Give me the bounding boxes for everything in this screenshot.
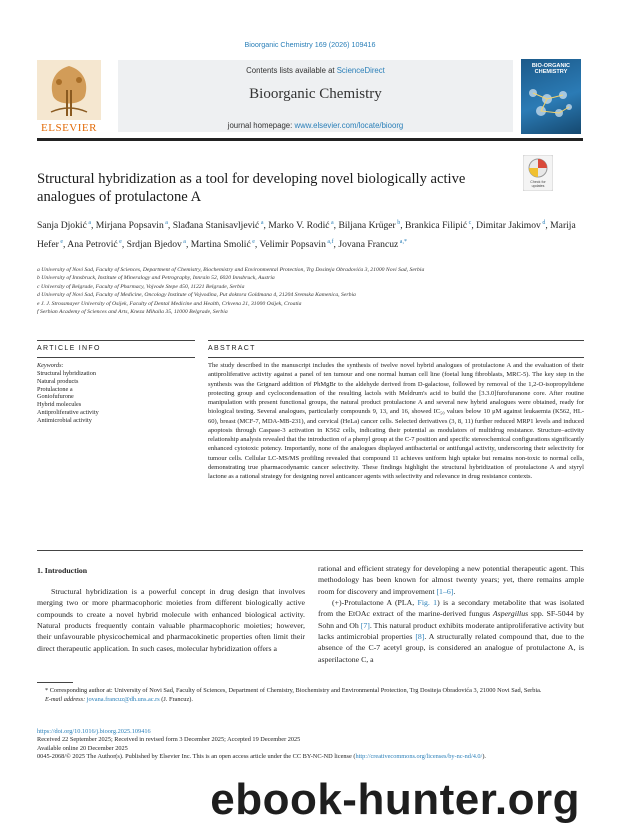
article-info-heading: ARTICLE INFO — [37, 345, 101, 352]
author-name[interactable] — [268, 220, 333, 231]
email-link[interactable]: jovana.francuz@dh.uns.ac.rs — [86, 695, 160, 703]
license-prefix: 0045-2068/© 2025 The Author(s). Published by Elsevier Inc. This is an open access article under the CC BY-NC-ND license ( — [37, 752, 356, 760]
abstract-rule — [208, 340, 584, 341]
keyword-item: Hybrid molecules — [37, 401, 82, 409]
author-name[interactable] — [260, 239, 334, 250]
abstract-subrule — [208, 357, 584, 358]
fig-1-link[interactable]: Fig. 1 — [417, 598, 438, 608]
keyword-item: Goniofufurone — [37, 393, 74, 401]
author-name[interactable] — [67, 239, 122, 250]
author-affiliation-marker[interactable]: c — [467, 220, 472, 226]
author-affiliation-marker[interactable]: a — [163, 220, 168, 226]
author-name[interactable] — [405, 220, 471, 231]
affiliation-item: f Serbian Academy of Sciences and Arts, Kneza Mihaila 35, 11000 Belgrade, Serbia — [37, 309, 228, 316]
author-name-text: Sanja Djokić — [37, 220, 87, 232]
author-name[interactable] — [338, 220, 400, 231]
author-name-text: Marija Hefer — [37, 220, 576, 251]
affiliation-item: b University of Innsbruck, Institute of Mineralogy and Petrography, Innrain 52, 6020 Innsbruck, Austria — [37, 275, 275, 282]
author-name-text: Velimir Popsavin — [259, 239, 326, 251]
article-info-subrule — [37, 357, 195, 358]
introduction-right-column: rational and efficient strategy for developing a new potential therapeutic agent. This methodology has been known for almost twenty years; yet, there remains ample room for discovery and improvement [1–6]. (+)-Protulactone A (PLA, Fig. 1) is a secondary metabolite that was isolated from the EtOAc extract of the marine-derived fungus Aspergillus spp. SF-5044 by Sohn and Oh [7]. This natural product exhibits moderate antiproliferative activity but lacks antimicrobial properties [8]. A structurally related compound that, due to the absence of the C-7 acetyl group, is considered an analogue of protulactone A, is asperilactone C, a — [318, 564, 585, 664]
sciencedirect-link[interactable]: ScienceDirect — [336, 66, 385, 75]
footnote-rule — [37, 682, 73, 683]
abstract-text: The study described in the manuscript includes the synthesis of twelve novel hybrid analogues of protulactone A and the evaluation of their antiproliferative activity against a panel of ten tumour and one normal human cell line (foetal lung fibroblasts, MRC-5). The key step in the synthesis was the Grignard addition of PhMgBr to the aldehyde derived from D-galactose, followed by removal of the 1,2-O-isopropylidene protecting group and cyclocondensation of the resulting lactols with Meldrum's acid to build the [3.3.0]furofuranone core. After routine manipulation with present functional groups, the natural product protulactone A and several new hybrid analogues were obtained, ready for biological testing. Several analogues, particularly compounds 9, 13, and 16, showed IC₅₀ values below 10 μM against leukaemia (K562, HL-60), breast (MCF-7, MDA-MB-231), and cervical (HeLa) cancer cells. Selected derivatives (3, 8, 11) further reduced MRP1 levels and induced apoptosis through Caspase-3 activation in K562 cells, indicating their potential as modulators of multidrug resistance. Structure–activity relationship analysis revealed that the introduction of a phenyl group at the C-7 position and specific stereochemical configurations significantly enhanced cytotoxic potency. Importantly, none of the analogues displayed antibacterial or antifungal activity, underscoring their selectivity for tumour cells. Cellular LC-MS/MS profiling revealed that compound 11 achieves uniform high uptake but remains non-toxic to normal cells, demonstrating true pharmacodynamic cancer selectivity. These findings highlight the structural hybridization of protulactone A and styryl lactone as a rational strategy for designing novel anticancer agents with selectivity and relevance in drug resistance contexts. — [208, 362, 584, 480]
author-affiliation-marker[interactable]: a,* — [398, 239, 407, 246]
author-name-text: Dimitar Jakimov — [476, 220, 541, 232]
affiliations — [37, 266, 583, 316]
license-suffix: ). — [482, 752, 486, 760]
author-name-text: Biljana Krüger — [338, 220, 396, 232]
contents-prefix: Contents lists available at — [246, 66, 337, 75]
author-name-text: Slađana Stanisavljević — [172, 220, 260, 232]
author-name[interactable] — [476, 220, 545, 231]
keywords-title: Keywords: — [37, 362, 64, 369]
intro-p2-text-e: . A structurally related compound that, due to the absence of the C-7 acetyl group, is considered an analogue of protulactone A, is asperilactone C, a — [318, 632, 585, 664]
license-line — [37, 753, 583, 761]
keywords-list — [37, 370, 99, 425]
author-name[interactable] — [173, 220, 264, 231]
cover-title: BIO-ORGANIC CHEMISTRY — [531, 63, 571, 76]
intro-p1-text: rational and efficient strategy for developing a new potential therapeutic agent. This methodology has been known for almost twenty years; yet, there remains ample room for discovery and improvement — [318, 564, 584, 596]
email-label: E-mail address: — [45, 695, 87, 703]
author-affiliation-marker[interactable]: e — [58, 239, 64, 246]
intro-p2-text-b: ) is a secondary metabolite that was isolated from the EtOAc extract of the marine-derived fungus — [318, 598, 584, 619]
article-info-rule — [37, 340, 195, 341]
doi-link[interactable]: https://doi.org/10.1016/j.bioorg.2025.109416 — [37, 728, 151, 735]
ref-link-1-6[interactable]: [1–6] — [436, 586, 454, 596]
author-list: Sanja Djokić $^a$, Mirjana Popsavin $^a$, Slađana Stanisavljević $^a$, Marko V. Rodić $^a$, Biljana Krüger $^b$, Brankica Filipić $^c$, Dimitar Jakimov $^d$, Marija Hefer $^e$, Ana Petrović $^e$, Srdjan Bjedov $^a$, Martina Smolić $^e$, Velimir Popsavin $^{a,f}$, Jovana Francuz $^{a,*}$ — [37, 220, 576, 251]
author-affiliation-marker[interactable]: e — [117, 239, 122, 246]
email-suffix: (J. Francuz). — [159, 695, 193, 703]
article-title: Structural hybridization as a tool for developing novel biologically active analogues of protulactone A — [37, 171, 466, 205]
author-name[interactable] — [338, 239, 407, 250]
author-name-text: Marko V. Rodić — [268, 220, 330, 232]
author-affiliation-marker[interactable]: a — [329, 220, 334, 226]
watermark: ebook-hunter.org — [210, 775, 580, 824]
abstract-heading: ABSTRACT — [208, 345, 256, 352]
keyword-item: Natural products — [37, 377, 79, 385]
received-dates: Received 22 September 2025; Received in revised form 3 December 2025; Accepted 19 December 2025 — [37, 736, 301, 744]
elsevier-wordmark: ELSEVIER — [41, 122, 97, 134]
journal-reference[interactable]: Bioorganic Chemistry 169 (2026) 109416 — [244, 40, 376, 49]
introduction-left-column: Structural hybridization is a powerful concept in drug design that involves merging two or more pharmacophoric moieties from different biologically active compounds to create a novel hybrid molecule with enhanced biological activity. Natural products frequently contain valuable pharmacophoric moieties; however, their unfavourable physicochemical and pharmacokinetic properties often limit their direct therapeutic application. In such cases, molecular hybridization offers a — [37, 587, 305, 653]
check-for-updates-label: Check for updates — [530, 180, 546, 188]
author-affiliation-marker[interactable]: a — [181, 239, 186, 246]
article-metadata — [37, 728, 583, 761]
author-affiliation-marker[interactable]: a — [86, 220, 91, 226]
check-for-updates-badge[interactable] — [523, 155, 553, 191]
header-divider — [37, 138, 583, 141]
author-name-text: Brankica Filipić — [405, 220, 468, 232]
author-name-text: Martina Smolić — [190, 239, 251, 251]
homepage-line — [118, 121, 513, 130]
corresponding-author-note: * Corresponding author at: University of Novi Sad, Faculty of Sciences, Department of Chemistry, Biochemistry and Environmental Protection, Trg Dositeja Obradovića 3, 21000 Novi Sad, Serbia. — [45, 687, 542, 694]
keyword-item: Antiproliferative activity — [37, 408, 99, 416]
keyword-item: Antimicrobial activity — [37, 416, 92, 424]
author-name-text: Jovana Francuz — [338, 239, 399, 251]
affiliation-item: a University of Novi Sad, Faculty of Sciences, Department of Chemistry, Biochemistry and Environmental Protection, Trg Dositeja Obradovića 3, 21000 Novi Sad, Serbia — [37, 267, 425, 273]
contents-line — [118, 66, 513, 75]
introduction-heading: 1. Introduction — [37, 566, 88, 575]
available-online: Available online 20 December 2025 — [37, 744, 128, 752]
species-name: Aspergillus — [492, 609, 529, 619]
affiliation-item: d University of Novi Sad, Faculty of Medicine, Oncology Institute of Vojvodina, Put doktora Goldmana 4, 21204 Sremska Kamenica, Serbia — [37, 292, 356, 299]
homepage-link[interactable]: www.elsevier.com/locate/bioorg — [294, 121, 404, 130]
author-affiliation-marker[interactable]: b — [395, 220, 401, 226]
affiliation-item: c University of Belgrade, Faculty of Pharmacy, Vojvode Stepe 450, 11221 Belgrade, Serbia — [37, 283, 245, 290]
author-affiliation-marker[interactable]: e — [250, 239, 255, 246]
author-name-text: Mirjana Popsavin — [95, 220, 164, 232]
affiliation-item: e J. J. Strossmayer University of Osijek, Faculty of Dental Medicine and Health, Crkvena 21, 31000 Osijek, Croatia — [37, 300, 302, 307]
author-name[interactable] — [127, 239, 186, 250]
intro-p2-text-c: spp. SF-5044 by Sohn and Oh — [318, 609, 584, 630]
keyword-item: Protulactone a — [37, 385, 73, 393]
abstract-bottom-rule — [37, 550, 583, 551]
author-name[interactable] — [191, 239, 255, 250]
author-name-text: Srdjan Bjedov — [126, 239, 182, 251]
author-name[interactable] — [96, 220, 168, 231]
author-affiliation-marker[interactable]: d — [540, 220, 546, 226]
author-affiliation-marker[interactable]: a,f — [325, 239, 334, 246]
keyword-item: Structural hybridization — [37, 370, 96, 377]
author-name-text: Ana Petrović — [67, 239, 118, 251]
author-affiliation-marker[interactable]: a — [259, 220, 264, 226]
ref-link-7[interactable]: [7] — [360, 620, 370, 630]
ref-link-8[interactable]: [8] — [415, 632, 425, 642]
footnote — [37, 687, 583, 704]
homepage-prefix: journal homepage: — [227, 121, 295, 130]
journal-name: Bioorganic Chemistry — [249, 86, 382, 102]
intro-p2-text-d: . This natural product exhibits moderate antiproliferative activity but lacks antimicrobial properties — [318, 620, 584, 642]
author-name[interactable] — [37, 220, 91, 231]
license-link[interactable]: http://creativecommons.org/licenses/by-nc-nd/4.0/ — [355, 752, 483, 760]
intro-p2-text-a: (+)-Protulactone A (PLA, — [332, 598, 418, 608]
